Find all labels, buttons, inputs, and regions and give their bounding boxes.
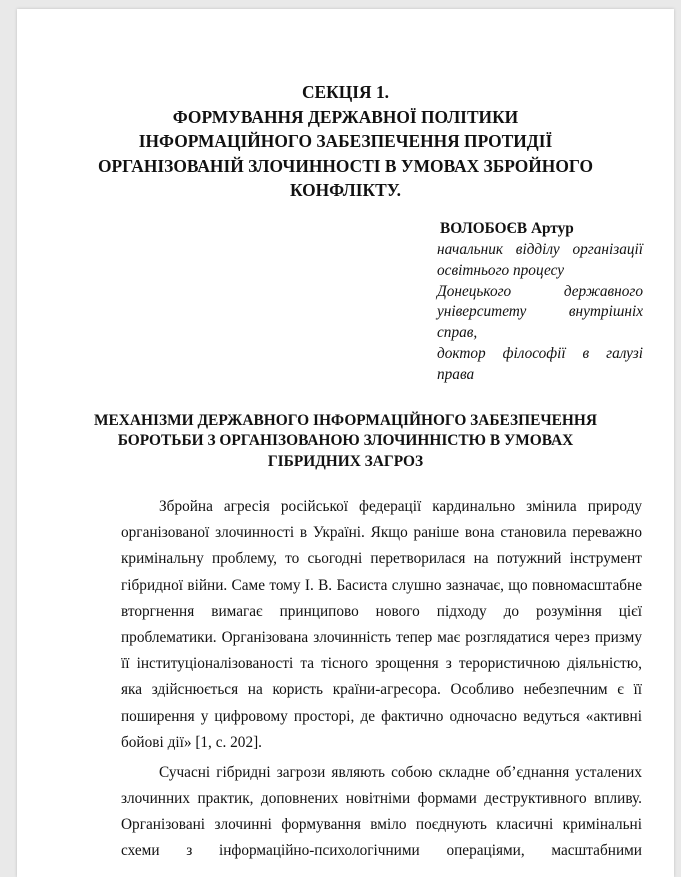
paragraph-2 <box>121 760 642 865</box>
author-detail-line: права <box>437 365 475 383</box>
article-title-line: ГІБРИДНИХ ЗАГРОЗ <box>267 452 424 470</box>
section-heading-line: ІНФОРМАЦІЙНОГО ЗАБЕЗПЕЧЕННЯ ПРОТИДІЇ <box>138 131 553 151</box>
section-heading-line: ОРГАНІЗОВАНІЙ ЗЛОЧИННОСТІ В УМОВАХ ЗБРОЙНОГО <box>97 155 594 176</box>
text-line: бойові дії» [1, с. 202]. <box>121 733 263 751</box>
text-line: організованої злочинності в Україні. Якщо раніше вона становила переважно <box>121 524 642 542</box>
section-heading-line: СЕКЦІЯ 1. <box>301 82 389 102</box>
author-detail-line: університету внутрішніх <box>437 303 643 321</box>
author-block <box>437 218 643 386</box>
text-line: кримінальну проблему, то сьогодні перетворилася на потужний інструмент <box>121 550 642 568</box>
text-line: проблематики. Організована злочинність тепер має розглядатися через призму <box>121 628 642 646</box>
article-body <box>121 494 642 865</box>
section-heading-line: КОНФЛІКТУ. <box>289 180 402 200</box>
author-detail-line: доктор філософії в галузі <box>437 344 643 362</box>
text-line: її інституціоналізованості та тісного зрощення з терористичною діяльністю, <box>121 655 642 673</box>
section-heading-line: ФОРМУВАННЯ ДЕРЖАВНОЇ ПОЛІТИКИ <box>172 106 519 127</box>
text-line: злочинних практик, доповнених новітніми формами деструктивного впливу. <box>121 790 642 808</box>
author-detail-line: Донецького державного <box>437 282 643 300</box>
author-name: ВОЛОБОЄВ Артур <box>440 220 574 237</box>
text-line: Організовані злочинні формування вміло поєднують класичні кримінальні <box>121 816 642 834</box>
paragraph-1 <box>121 494 642 756</box>
text-line: яка здійснюється на користь країни-агресора. Особливо небезпечним є її <box>121 681 642 699</box>
article-title <box>17 411 674 472</box>
text-line: Збройна агресія російської федерації кардинально змінила природу <box>159 498 642 515</box>
text-line: поширення у цифровому просторі, де фактично одночасно ведуться «активні <box>121 707 642 725</box>
author-detail-line: освітнього процесу <box>437 261 565 279</box>
document-page <box>17 9 674 877</box>
text-line: схеми з інформаційно-психологічними операціями, масштабними <box>121 842 642 860</box>
text-line: вторгнення вимагає принципово нового підходу до розуміння цієї <box>121 602 642 620</box>
text-line: Сучасні гібридні загрози являють собою складне об’єднання усталених <box>159 763 642 781</box>
article-title-line: БОРОТЬБИ З ОРГАНІЗОВАНОЮ ЗЛОЧИННІСТЮ В УМОВАХ <box>117 432 574 450</box>
section-heading <box>17 80 674 203</box>
author-detail-line: справ, <box>437 324 478 342</box>
article-title-line: МЕХАНІЗМИ ДЕРЖАВНОГО ІНФОРМАЦІЙНОГО ЗАБЕЗПЕЧЕННЯ <box>94 412 597 429</box>
text-line: гібридної війни. Саме тому І. В. Басиста слушно зазначає, що повномасштабне <box>121 576 642 594</box>
author-detail-line: начальник відділу організації <box>437 241 643 258</box>
